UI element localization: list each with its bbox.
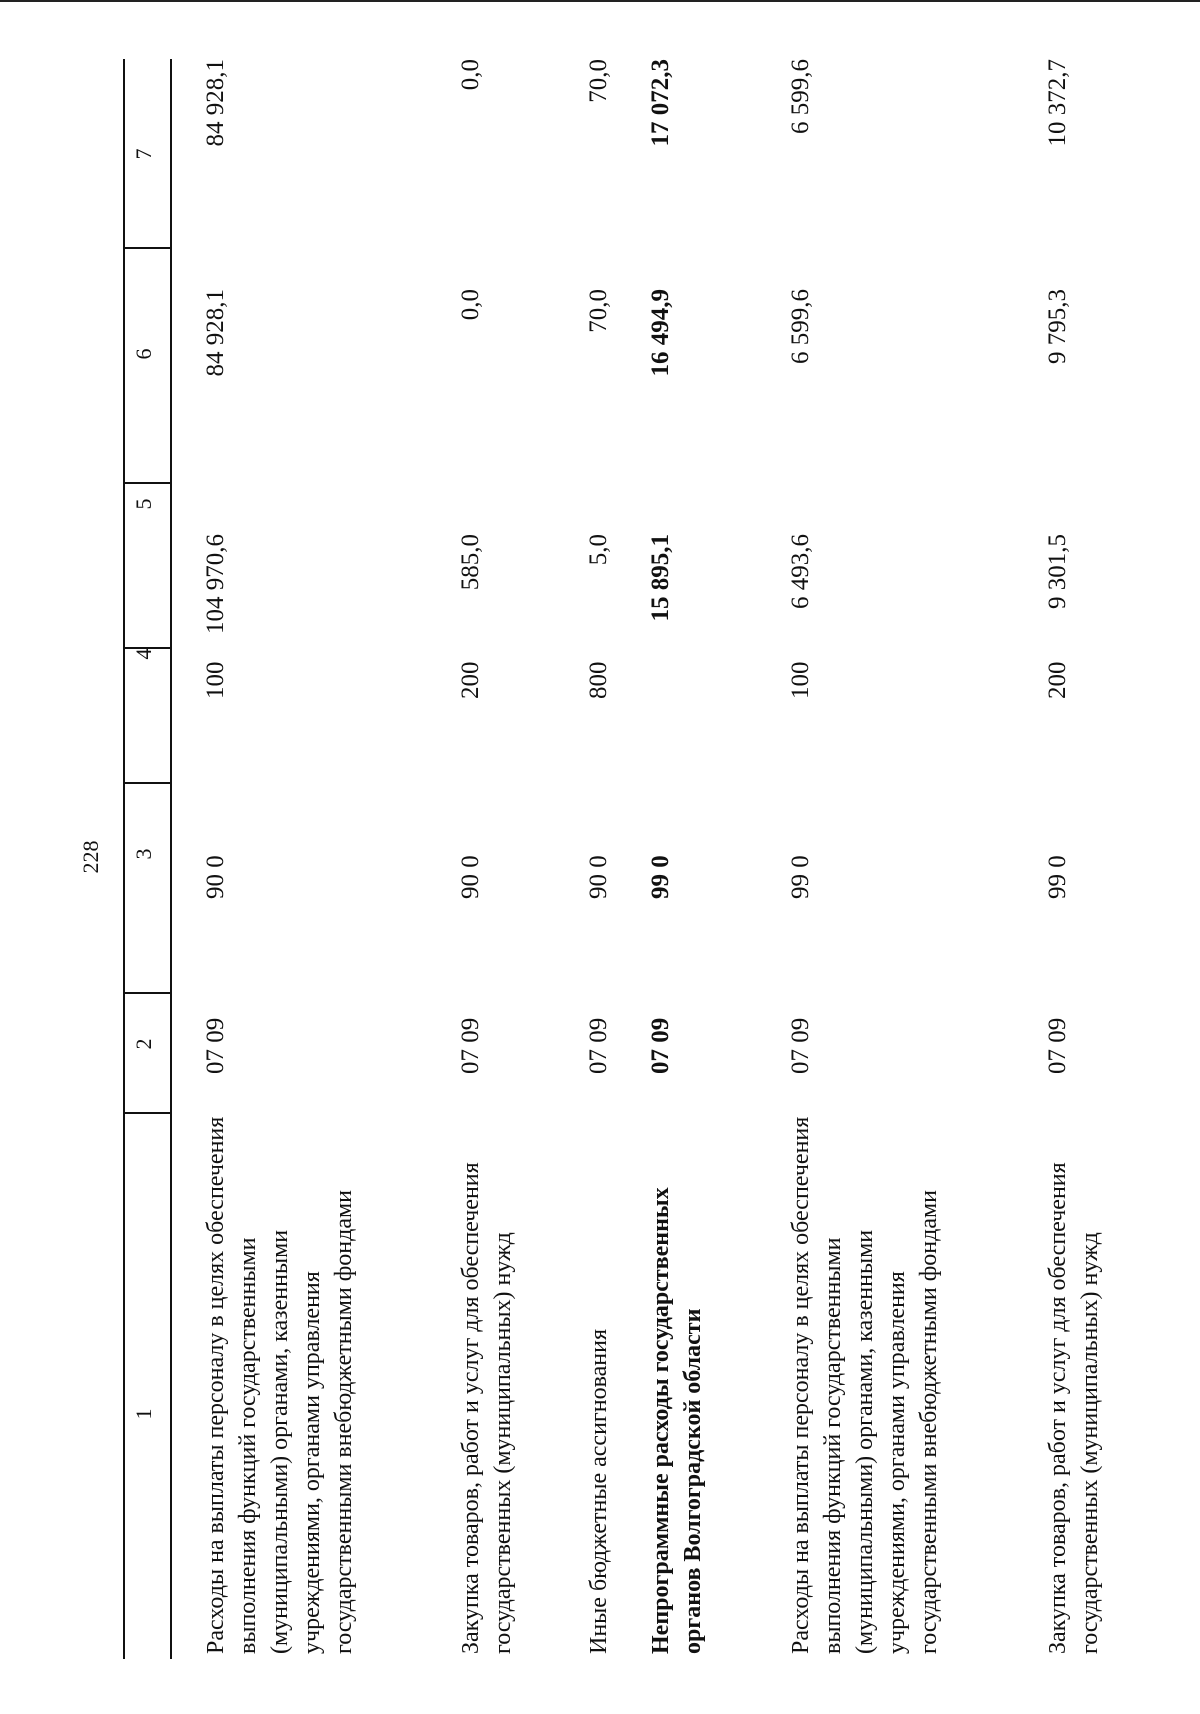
row-name: Непрограммные расходы государственных органов Волгоградской области xyxy=(648,1187,706,1654)
row-sum-7: 17 072,3 xyxy=(647,59,674,147)
header-bottom-rule xyxy=(170,59,172,1659)
row-rz: 07 09 xyxy=(787,1017,814,1074)
row-sum-5: 6 493,6 xyxy=(787,534,814,609)
row-sum-5: 104 970,6 xyxy=(202,534,229,634)
row-name: Иные бюджетные ассигнования xyxy=(586,1329,612,1654)
row-sum-5: 9 301,5 xyxy=(1044,534,1071,609)
header-col-5: 5 xyxy=(131,498,156,510)
row-sum-7: 84 928,1 xyxy=(202,59,229,147)
header-divider xyxy=(123,783,170,785)
row-sum-5: 585,0 xyxy=(457,534,484,591)
row-name: Расходы на выплаты персоналу в целях обеспечения выполнения функций государственными (муниципальными) органами, казенными учреждениями, органами управления государственными внебюджетными фондами xyxy=(788,1116,942,1654)
row-sum-6: 16 494,9 xyxy=(647,289,674,377)
row-vr: 200 xyxy=(1044,661,1071,699)
header-divider xyxy=(123,1113,170,1115)
row-sum-6: 6 599,6 xyxy=(787,289,814,364)
row-vr: 100 xyxy=(787,661,814,699)
row-cs: 99 0 xyxy=(787,855,814,899)
header-col-1: 1 xyxy=(131,1408,156,1420)
row-cs: 90 0 xyxy=(457,855,484,899)
row-rz: 07 09 xyxy=(1044,1017,1071,1074)
row-vr: 200 xyxy=(457,661,484,699)
row-sum-6: 84 928,1 xyxy=(202,289,229,377)
header-col-7: 7 xyxy=(131,148,156,160)
header-col-3: 3 xyxy=(131,848,156,860)
row-rz: 07 09 xyxy=(202,1017,229,1074)
header-top-rule xyxy=(123,59,125,1659)
row-cs: 90 0 xyxy=(585,855,612,899)
row-name: Закупка товаров, работ и услуг для обеспечения государственных (муниципальных) нужд xyxy=(1045,1162,1103,1654)
header-col-4: 4 xyxy=(131,648,156,660)
header-col-2: 2 xyxy=(131,1038,156,1050)
row-vr: 800 xyxy=(585,661,612,699)
row-cs: 90 0 xyxy=(202,855,229,899)
row-rz: 07 09 xyxy=(585,1017,612,1074)
row-cs: 99 0 xyxy=(647,855,674,899)
row-sum-7: 6 599,6 xyxy=(787,59,814,134)
row-name: Закупка товаров, работ и услуг для обеспечения государственных (муниципальных) нужд xyxy=(458,1162,516,1654)
row-cs: 99 0 xyxy=(1044,855,1071,899)
row-sum-7: 0,0 xyxy=(457,59,484,91)
row-sum-6: 9 795,3 xyxy=(1044,289,1071,364)
row-name: Расходы на выплаты персоналу в целях обеспечения выполнения функций государственными (муниципальными) органами, казенными учреждениями, органами управления государственными внебюджетными фондами xyxy=(203,1116,357,1654)
row-sum-7: 70,0 xyxy=(585,59,612,103)
page-number: 228 xyxy=(78,840,103,874)
header-col-6: 6 xyxy=(131,348,156,360)
row-vr: 100 xyxy=(202,661,229,699)
row-rz: 07 09 xyxy=(457,1017,484,1074)
row-sum-5: 15 895,1 xyxy=(647,534,674,622)
row-rz: 07 09 xyxy=(647,1017,674,1074)
row-sum-6: 70,0 xyxy=(585,289,612,333)
row-sum-5: 5,0 xyxy=(585,534,612,566)
row-sum-6: 0,0 xyxy=(457,289,484,321)
row-sum-7: 10 372,7 xyxy=(1044,59,1071,147)
header-divider xyxy=(123,248,170,250)
